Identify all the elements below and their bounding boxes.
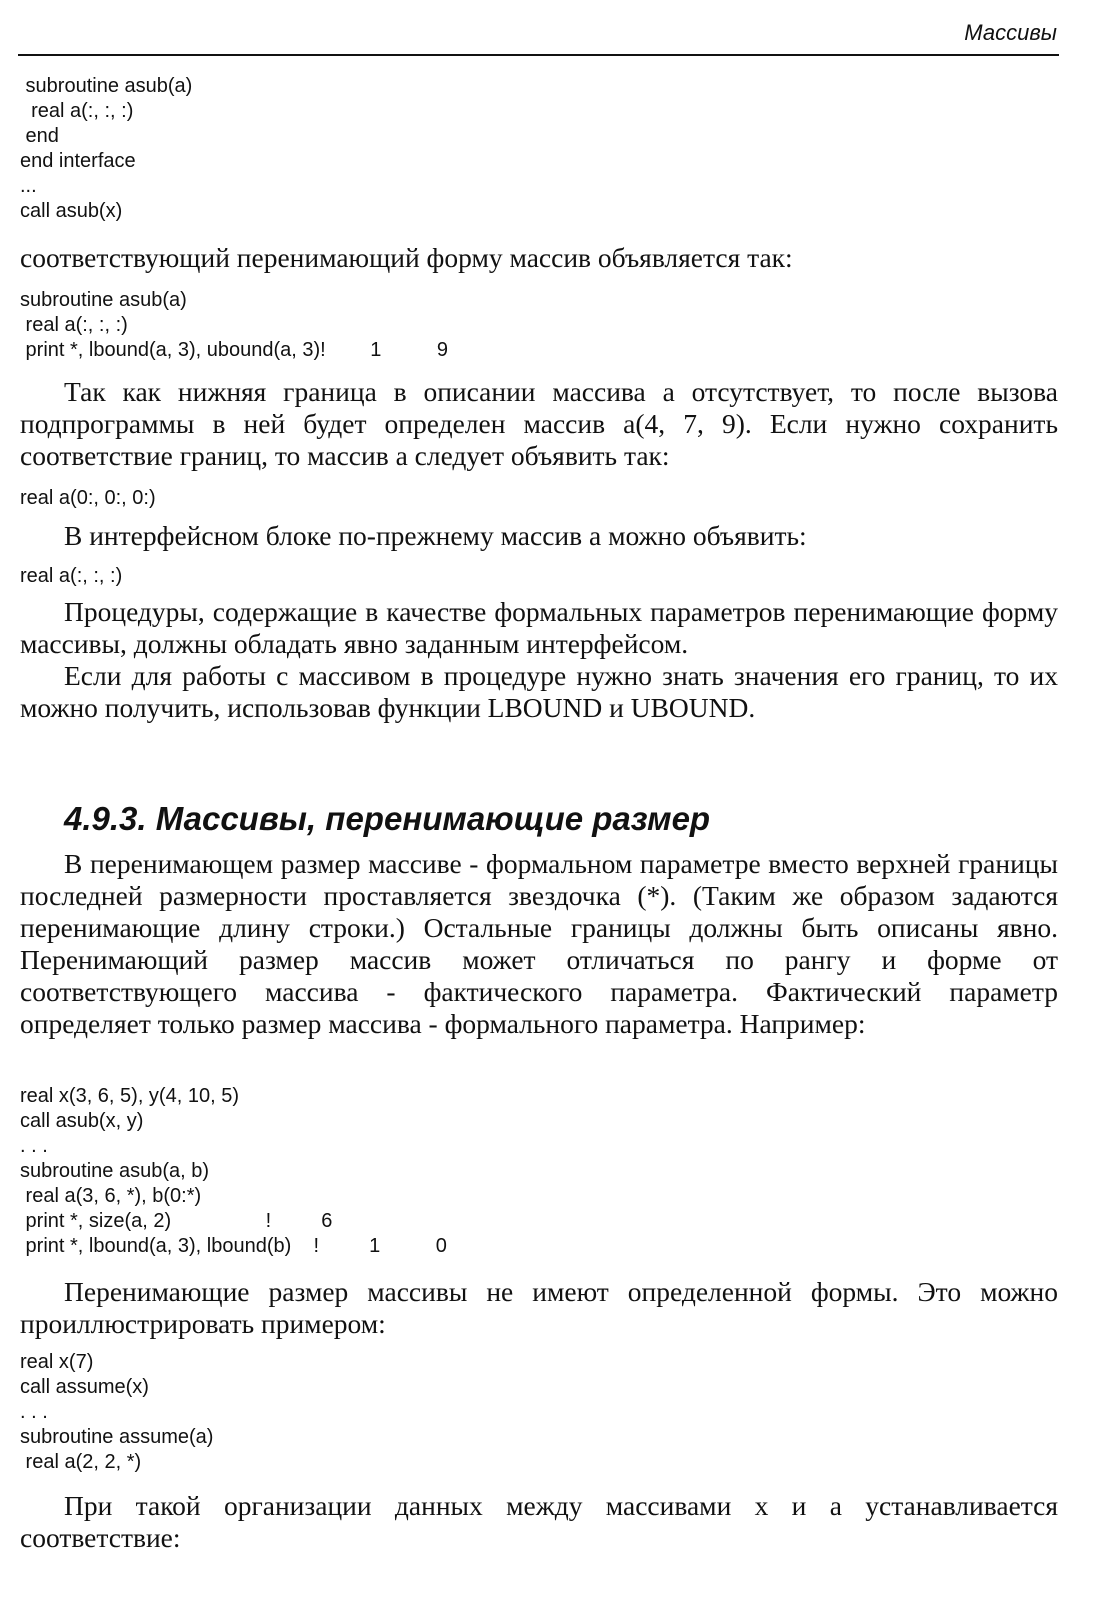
paragraph-text: В перенимающем размер массиве - формальном параметре вместо верхней границы последней размерности проставляется звездочка (*). (Таким же образом задаются перенимающие длину строки.) Остальные границы должны быть описаны явно. Перенимающий размер массив может отличаться по рангу и форме от соответствующего массива - фактического параметра. Фактический параметр определяет только размер массива - формального параметра. Например: [20,848,1058,1039]
code-line: real x(7) [20,1351,94,1373]
code-block-6 [20,1350,1058,1475]
running-head: Массивы [964,20,1057,45]
paragraph-1 [20,242,1058,274]
paragraph-4 [20,596,1058,724]
code-line: real a(0:, 0:, 0:) [20,487,156,509]
code-block-5 [20,1084,1058,1259]
paragraph-text: В интерфейсном блоке по-прежнему массив a можно объявить: [64,520,807,551]
code-line: ... [20,175,37,197]
paragraph-2 [20,376,1058,472]
code-line: print *, lbound(a, 3), ubound(a, 3)! 1 9 [20,339,449,361]
code-line: . . . [20,1401,48,1423]
code-block-4 [20,564,1058,589]
code-block-1 [20,74,1058,224]
code-line: real x(3, 6, 5), y(4, 10, 5) [20,1085,239,1107]
paragraph-text: соответствующий перенимающий форму массив объявляется так: [20,242,793,273]
paragraph-text: Так как нижняя граница в описании массива a отсутствует, то после вызова подпрограммы в ней будет определен массив a(4, 7, 9). Если нужно сохранить соответствие границ, то массив a следует объявить так: [20,376,1058,471]
paragraph-text: При такой организации данных между массивами x и a устанавливается соответствие: [20,1490,1058,1553]
header-rule [18,54,1059,56]
paragraph-8 [20,1490,1058,1554]
code-line: end interface [20,150,136,172]
code-line: print *, size(a, 2) ! 6 [20,1210,333,1232]
code-line: subroutine asub(a) [20,75,193,97]
code-line: print *, lbound(a, 3), lbound(b) ! 1 0 [20,1235,447,1257]
code-line: real a(:, :, :) [20,100,134,122]
paragraph-3 [20,520,1058,552]
code-line: end [20,125,59,147]
paragraph-text: Если для работы с массивом в процедуре нужно знать значения его границ, то их можно получить, использовав функции LBOUND и UBOUND. [20,660,1058,723]
code-line: subroutine asub(a) [20,289,187,311]
code-line: subroutine asub(a, b) [20,1160,210,1182]
paragraph-text: Процедуры, содержащие в качестве формальных параметров перенимающие форму массивы, должны обладать явно заданным интерфейсом. [20,596,1058,659]
code-block-3 [20,486,1058,511]
paragraph-6 [20,848,1058,1040]
code-line: real a(2, 2, *) [20,1451,142,1473]
section-title: 4.9.3. Массивы, перенимающие размер [64,800,711,837]
section-heading [20,800,1058,838]
paragraph-text: Перенимающие размер массивы не имеют определенной формы. Это можно проиллюстрировать примером: [20,1276,1058,1339]
code-line: call asub(x) [20,200,123,222]
paragraph-7 [20,1276,1058,1340]
code-block-2 [20,288,1058,363]
code-line: real a(:, :, :) [20,565,123,587]
code-line: call asub(x, y) [20,1110,144,1132]
code-line: subroutine assume(a) [20,1426,214,1448]
code-line: real a(3, 6, *), b(0:*) [20,1185,202,1207]
code-line: real a(:, :, :) [20,314,128,336]
code-line: . . . [20,1135,48,1157]
code-line: call assume(x) [20,1376,149,1398]
